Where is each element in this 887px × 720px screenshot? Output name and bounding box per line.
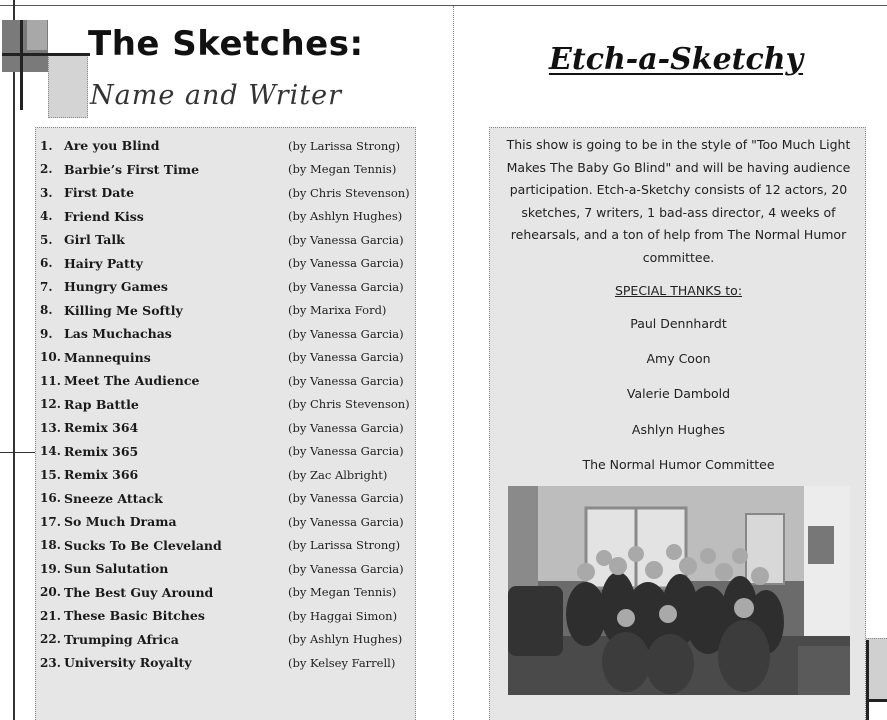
special-thanks-heading: SPECIAL THANKS to:: [614, 283, 743, 298]
sketch-number: 11.: [40, 373, 61, 388]
special-thanks-list: [490, 316, 867, 492]
sketch-number: 8.: [40, 303, 53, 318]
sketch-number: 12.: [40, 397, 61, 412]
sketch-item: [40, 299, 415, 323]
sketch-number: 1.: [40, 138, 53, 153]
sketch-name: Las Muchachas: [64, 326, 172, 342]
sketch-item: [40, 228, 415, 252]
sketch-writer: (by Larissa Strong): [288, 538, 401, 553]
sketch-writer: (by Megan Tennis): [288, 162, 397, 177]
sketch-item: [40, 463, 415, 487]
sketch-number: 9.: [40, 326, 53, 341]
cast-group-photo: [508, 486, 850, 695]
sketch-writer: (by Vanessa Garcia): [288, 232, 404, 247]
sketch-name: So Much Drama: [64, 514, 177, 530]
decorative-square-mid: [27, 20, 47, 50]
sketch-name: Sun Salutation: [64, 561, 169, 577]
sketch-name: Are you Blind: [64, 138, 160, 154]
sketch-number: 20.: [40, 585, 61, 600]
decorative-corner-line-vertical: [866, 640, 869, 720]
thanks-item: Paul Dennhardt: [630, 316, 727, 331]
thanks-item: Ashlyn Hughes: [631, 421, 726, 437]
sketch-writer: (by Chris Stevenson): [288, 397, 410, 412]
top-rule: [0, 5, 887, 6]
sketch-name: Sneeze Attack: [64, 490, 163, 506]
sketch-writer: (by Zac Albright): [288, 467, 388, 482]
sketch-number: 13.: [40, 420, 61, 435]
sketches-subtitle: Name and Writer: [90, 80, 343, 111]
sketch-name: Barbie’s First Time: [64, 161, 200, 177]
left-margin-line: [13, 0, 15, 720]
sketch-item: [40, 440, 415, 464]
sketch-writer: (by Vanessa Garcia): [288, 256, 404, 271]
sketch-item: [40, 158, 415, 182]
sketch-number: 16.: [40, 491, 61, 506]
sketch-name: These Basic Bitches: [64, 608, 205, 624]
sketch-number: 21.: [40, 608, 61, 623]
sketch-item: [40, 628, 415, 652]
sketch-number: 3.: [40, 185, 53, 200]
decorative-line-vertical: [20, 20, 23, 110]
show-title: Etch-a-Sketchy: [548, 42, 804, 77]
sketch-item: [40, 604, 415, 628]
sketch-writer: (by Vanessa Garcia): [288, 561, 404, 576]
sketch-number: 5.: [40, 232, 53, 247]
sketch-name: Killing Me Softly: [64, 302, 183, 318]
sketch-name: Mannequins: [64, 349, 151, 365]
sketch-item: [40, 322, 415, 346]
sketch-name: Trumping Africa: [64, 631, 179, 647]
sketch-number: 22.: [40, 632, 61, 647]
sketch-writer: (by Larissa Strong): [288, 138, 401, 153]
sketch-item: [40, 346, 415, 370]
sketch-name: Meet The Audience: [64, 373, 200, 389]
sketch-writer: (by Vanessa Garcia): [288, 444, 404, 459]
sketch-writer: (by Megan Tennis): [288, 585, 397, 600]
sketch-name: Remix 364: [64, 420, 139, 436]
sketches-title: The Sketches:: [88, 24, 364, 64]
sketch-writer: (by Kelsey Farrell): [288, 655, 396, 670]
sketch-number: 6.: [40, 256, 53, 271]
sketch-item: [40, 557, 415, 581]
sketch-name: Girl Talk: [64, 232, 125, 248]
sketch-item: [40, 181, 415, 205]
sketch-name: Sucks To Be Cleveland: [64, 537, 222, 553]
sketch-writer: (by Ashlyn Hughes): [288, 209, 403, 224]
center-divider: [453, 6, 454, 720]
sketch-name: The Best Guy Around: [64, 584, 214, 600]
sketch-number: 15.: [40, 467, 61, 482]
sketch-writer: (by Marixa Ford): [288, 303, 387, 318]
sketch-name: Friend Kiss: [64, 208, 144, 224]
sketch-number: 19.: [40, 561, 61, 576]
sketch-name: Rap Battle: [64, 396, 139, 412]
sketch-item: [40, 252, 415, 276]
sketch-item: [40, 205, 415, 229]
sketch-number: 10.: [40, 350, 61, 365]
sketch-writer: (by Vanessa Garcia): [288, 491, 404, 506]
sketch-item: [40, 369, 415, 393]
sketch-writer: (by Vanessa Garcia): [288, 279, 404, 294]
thanks-item: Amy Coon: [646, 351, 711, 367]
sketch-item: [40, 275, 415, 299]
sketch-number: 18.: [40, 538, 61, 553]
sketch-writer: (by Chris Stevenson): [288, 185, 410, 200]
show-description: This show is going to be in the style of "Too Much Light Makes The Baby Go Blind" and will be having audience participation. Etch-a-Sketchy consists of 12 actors, 20 sketches, 7 writers, 1 bad-ass director, 4 weeks of rehearsals, and a ton of help from The Normal Humor committee.: [506, 137, 851, 265]
sketch-item: [40, 651, 415, 675]
sketch-name: University Royalty: [64, 655, 192, 671]
sketch-writer: (by Vanessa Garcia): [288, 350, 404, 365]
thanks-item: The Normal Humor Committee: [582, 456, 775, 472]
sketch-list-panel: [35, 127, 416, 720]
margin-tick: [0, 452, 38, 453]
decorative-line-horizontal: [2, 53, 90, 56]
sketch-item: [40, 393, 415, 417]
sketch-number: 14.: [40, 444, 61, 459]
sketch-number: 7.: [40, 279, 53, 294]
thanks-item: Valerie Dambold: [626, 386, 731, 402]
sketch-item: [40, 487, 415, 511]
sketch-name: Remix 366: [64, 467, 139, 483]
sketch-name: First Date: [64, 185, 135, 201]
cast-group-photo-illustration: [508, 486, 850, 695]
sketch-writer: (by Haggai Simon): [288, 608, 398, 623]
sketch-writer: (by Ashlyn Hughes): [288, 632, 403, 647]
sketch-item: [40, 134, 415, 158]
sketch-number: 17.: [40, 514, 61, 529]
sketch-item: [40, 581, 415, 605]
sketch-name: Remix 365: [64, 443, 139, 459]
sketch-item: [40, 510, 415, 534]
sketch-number: 2.: [40, 162, 53, 177]
sketch-number: 4.: [40, 209, 53, 224]
sketch-writer: (by Vanessa Garcia): [288, 514, 404, 529]
sketch-writer: (by Vanessa Garcia): [288, 373, 404, 388]
sketch-item: [40, 416, 415, 440]
sketch-number: 23.: [40, 655, 61, 670]
sketch-writer: (by Vanessa Garcia): [288, 326, 404, 341]
sketch-writer: (by Vanessa Garcia): [288, 420, 404, 435]
sketch-name: Hungry Games: [64, 279, 168, 295]
sketch-list: [40, 134, 415, 675]
sketch-name: Hairy Patty: [64, 255, 143, 271]
sketch-item: [40, 534, 415, 558]
decorative-square-light: [48, 54, 88, 118]
